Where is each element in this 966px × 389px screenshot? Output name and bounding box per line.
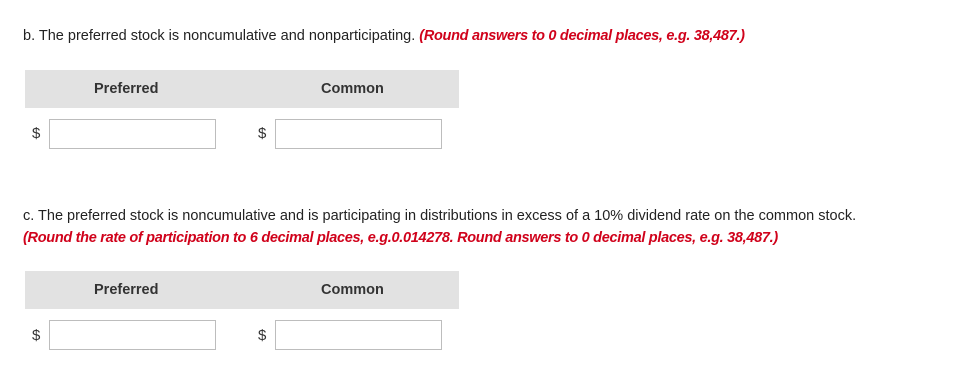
- part-b-instruction: [23, 25, 745, 47]
- part-c-rounding-note: (Round the rate of participation to 6 decimal places, e.g.0.014278. Round answers to 0 decimal places, e.g. 38,487.): [23, 230, 778, 246]
- part-c-preferred-input[interactable]: [49, 320, 216, 350]
- part-b-text: b. The preferred stock is noncumulative and nonparticipating.: [23, 28, 416, 44]
- part-c-text: c. The preferred stock is noncumulative and is participating in distributions in excess of a 10% dividend rate on the common stock.: [23, 208, 857, 224]
- part-b-preferred-header: Preferred: [94, 81, 159, 97]
- part-c-common-header: Common: [321, 282, 384, 298]
- part-b-common-input[interactable]: [275, 119, 442, 149]
- part-b-table-header: [25, 70, 459, 108]
- part-b-preferred-input[interactable]: [49, 119, 216, 149]
- part-b-preferred-dollar-sign: $: [32, 125, 41, 142]
- part-c-preferred-dollar-sign: $: [32, 327, 41, 344]
- part-c-instruction: [23, 205, 856, 249]
- part-b-common-header: Common: [321, 81, 384, 97]
- part-c-common-dollar-sign: $: [258, 327, 267, 344]
- part-c-preferred-header: Preferred: [94, 282, 159, 298]
- part-c-table-header: [25, 271, 459, 309]
- part-c-common-input[interactable]: [275, 320, 442, 350]
- part-b-common-dollar-sign: $: [258, 125, 267, 142]
- part-b-rounding-note: (Round answers to 0 decimal places, e.g. 38,487.): [419, 28, 745, 44]
